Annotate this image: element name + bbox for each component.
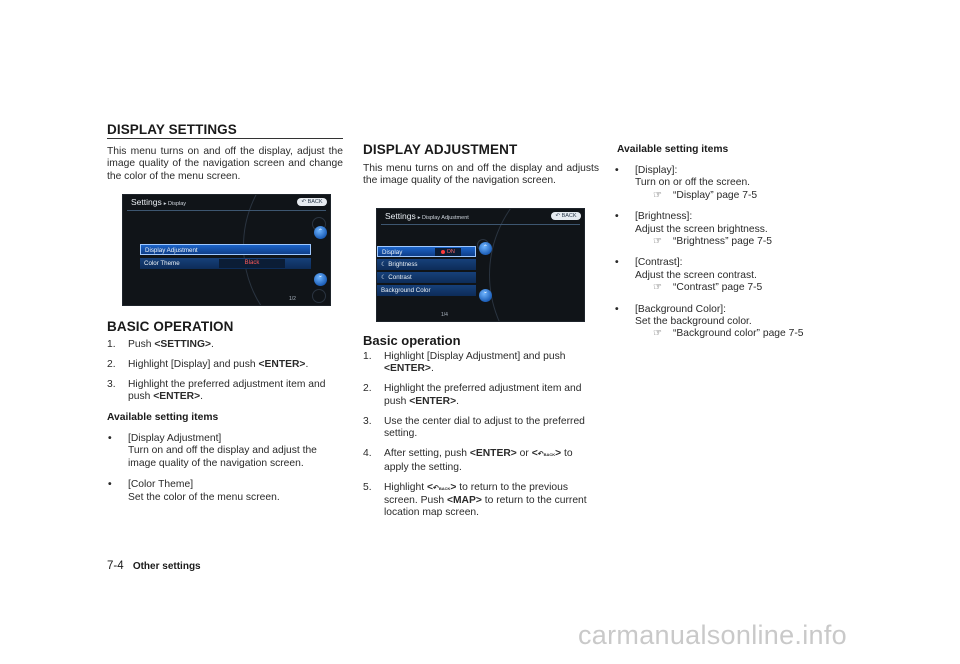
menu-item-display-adjustment[interactable]: Display Adjustment <box>140 244 311 255</box>
display-adjustment-screenshot <box>376 208 585 322</box>
step-3: 3. Use the center dial to adjust to the preferred setting. <box>363 415 585 440</box>
list-item: • [Contrast]: Adjust the screen contrast. ☞ “Contrast” page 7-5 <box>615 257 763 294</box>
basic-operation-steps <box>107 339 343 411</box>
screen-header-rule <box>127 210 326 211</box>
section-title-basic-operation-2: Basic operation <box>363 333 461 348</box>
screen-breadcrumb: ▸ Display <box>163 201 187 207</box>
watermark: carmanualsonline.info <box>578 620 847 650</box>
intro-paragraph: This menu turns on and off the display, adjust the image quality of the navigation screen and change the color of the menu screen. <box>107 146 343 182</box>
menu-item-display[interactable]: Display <box>377 246 476 257</box>
step-1: 1. Push <SETTING>. <box>107 339 214 350</box>
scroll-down-button[interactable]: ˇ <box>479 289 492 302</box>
reference-hand-icon: ☞ <box>653 328 662 340</box>
scroll-down-button[interactable]: ˇ <box>314 273 327 286</box>
scroll-up-button[interactable]: ˆ <box>314 226 327 239</box>
bullet-icon: • <box>615 257 619 269</box>
menu-item-contrast[interactable]: ☾ Contrast <box>377 272 476 283</box>
step-4: 4. After setting, push <ENTER> or <↶BACK> to apply the setting. <box>363 448 573 473</box>
moon-icon: ☾ <box>381 274 389 281</box>
back-button[interactable]: ↶ BACK <box>297 198 327 206</box>
screen-page-indicator: 1/4 <box>441 312 448 318</box>
list-item: • [Brightness]: Adjust the screen brightness. ☞ “Brightness” page 7-5 <box>615 211 773 248</box>
back-key-icon: ↶BACK <box>432 484 451 492</box>
section-title-basic-operation: BASIC OPERATION <box>107 319 234 334</box>
bullet-icon: • <box>615 211 619 223</box>
available-items-list-3 <box>614 165 850 350</box>
back-button[interactable]: ↶ BACK <box>551 212 581 220</box>
display-settings-screenshot <box>122 194 331 306</box>
step-3: 3. Highlight the preferred adjustment item and push <ENTER>. <box>107 379 326 403</box>
footer-section-name: Other settings <box>132 561 201 572</box>
list-item: • [Background Color]: Set the background color. ☞ “Background color” page 7-5 <box>615 303 804 340</box>
list-item: • [Display]: Turn on or off the screen. ☞ “Display” page 7-5 <box>615 165 758 201</box>
available-items-list <box>107 433 343 513</box>
basic-operation-steps-2 <box>363 351 599 527</box>
status-dot-icon <box>441 250 445 254</box>
screen-bg-arc <box>489 208 585 322</box>
available-items-heading-3: Available setting items <box>617 144 729 155</box>
section-title-display-adjustment: DISPLAY ADJUSTMENT <box>363 142 518 157</box>
screen-title: Settings ▸ Display <box>131 197 187 207</box>
bullet-icon: • <box>615 303 619 315</box>
section-title-display-settings: DISPLAY SETTINGS <box>107 122 237 137</box>
intro-paragraph-2: This menu turns on and off the display and adjusts the image quality of the navigation screen. <box>363 163 599 187</box>
screen-title: Settings ▸ Display Adjustment <box>385 211 469 221</box>
list-item: • [Display Adjustment] Turn on and off the display and adjust the image quality of the navigation screen. <box>108 433 317 469</box>
available-items-heading: Available setting items <box>107 412 219 423</box>
screen-page-indicator: 1/2 <box>289 296 296 302</box>
bullet-icon: • <box>615 165 619 176</box>
scroll-up-button[interactable]: ˆ <box>479 242 492 255</box>
display-on-indicator: ON <box>435 248 461 256</box>
screen-breadcrumb: ▸ Display Adjustment <box>417 215 469 221</box>
moon-icon: ☾ <box>381 261 389 268</box>
step-2: 2. Highlight the preferred adjustment item and push <ENTER>. <box>363 383 582 407</box>
menu-item-color-theme[interactable]: Color Theme <box>140 258 311 269</box>
knob-bottom <box>312 289 326 303</box>
reference-hand-icon: ☞ <box>653 189 662 201</box>
reference-hand-icon: ☞ <box>653 236 662 248</box>
reference-hand-icon: ☞ <box>653 282 662 294</box>
bullet-icon: • <box>108 479 112 491</box>
step-1: 1. Highlight [Display Adjustment] and push <ENTER>. <box>363 351 566 375</box>
bullet-icon: • <box>108 433 112 444</box>
back-key-icon: ↶BACK <box>537 451 556 459</box>
screen-header-rule <box>381 224 580 225</box>
step-5: 5. Highlight <↶BACK> to return to the previous screen. Push <MAP> to return to the current location map screen. <box>363 481 587 519</box>
list-item: • [Color Theme] Set the color of the menu screen. <box>108 479 280 503</box>
page-number: 7-4 <box>107 560 124 572</box>
page-footer <box>107 560 201 572</box>
title-rule <box>107 138 343 139</box>
step-2: 2. Highlight [Display] and push <ENTER>. <box>107 359 309 370</box>
menu-item-brightness[interactable]: ☾ Brightness <box>377 259 476 270</box>
menu-item-background-color[interactable]: Background Color <box>377 285 476 296</box>
color-theme-value: Black <box>219 259 285 268</box>
